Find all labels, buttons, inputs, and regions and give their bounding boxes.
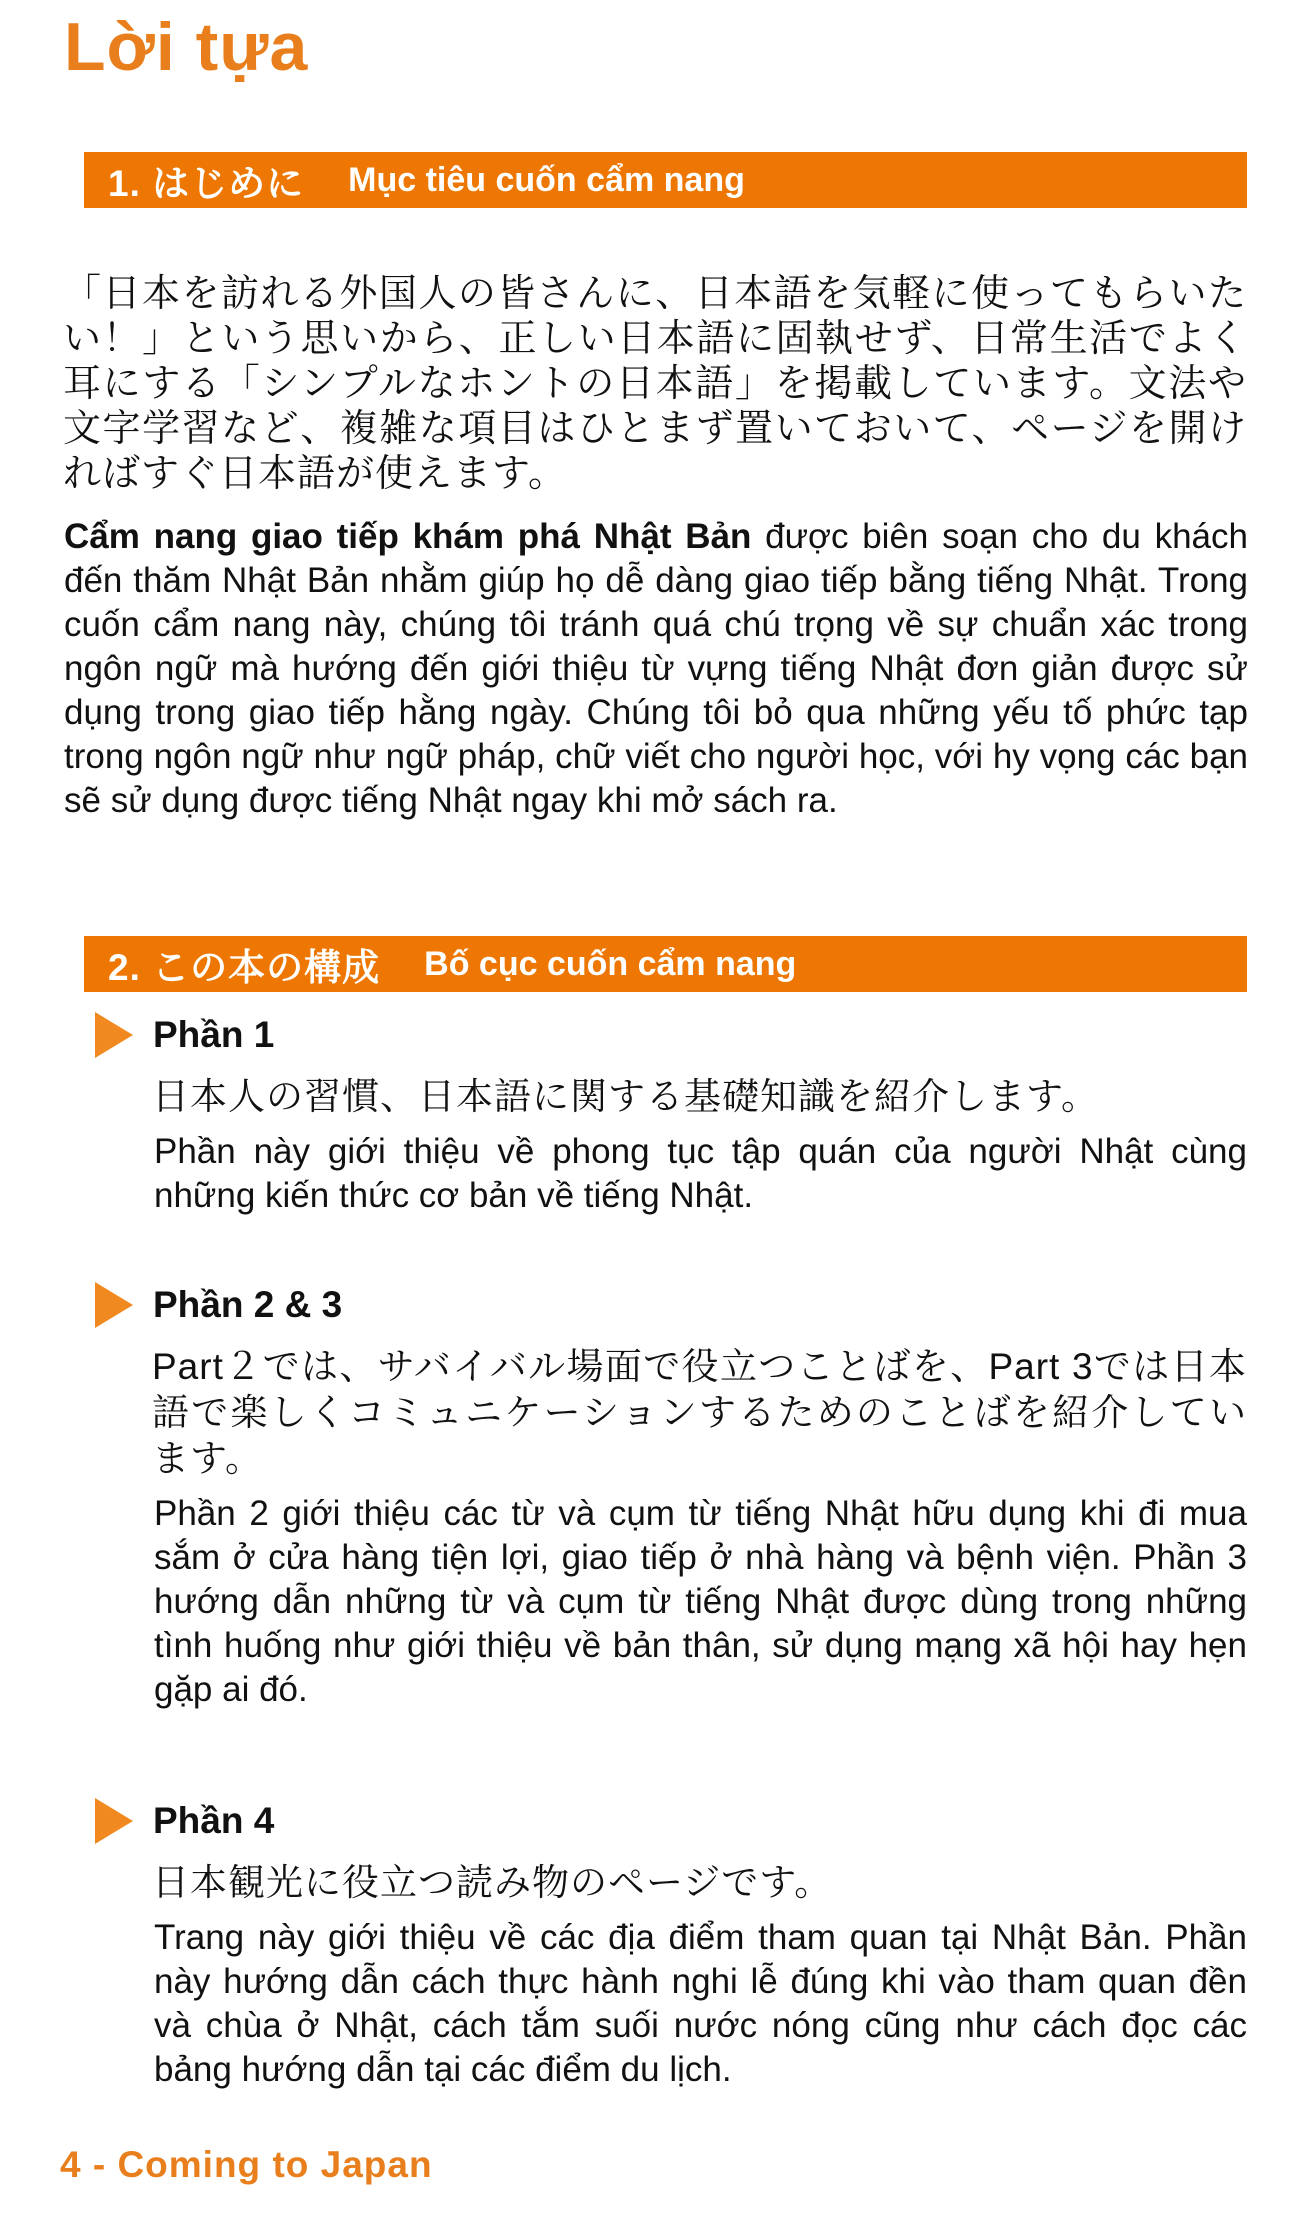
part-1-title: Phần 1: [153, 1014, 275, 1055]
section1-banner-vi-label: Mục tiêu cuốn cẩm nang: [348, 160, 745, 199]
section1-vietnamese-paragraph: [64, 515, 1248, 823]
section1-banner-jp-label: 1. はじめに: [108, 163, 305, 204]
part-2-3-header: [95, 1282, 1247, 1328]
page-footer-chapter-label: 4 - Coming to Japan: [60, 2144, 433, 2185]
part-2-3-japanese-text: Part２では、サバイバル場面で役立つことばを、Part 3では日本語で楽しくコミュニケーションするためのことばを紹介しています。: [152, 1346, 1247, 1479]
part-4-vietnamese-text: Trang này giới thiệu về các địa điểm tham quan tại Nhật Bản. Phần này hướng dẫn cách thực hành nghi lễ đúng khi vào tham quan đền và chùa ở Nhật, cách tắm suối nước nóng cũng như cách đọc các bảng hướng dẫn tại các điểm du lịch.: [154, 1918, 1247, 2089]
triangle-bullet-icon: [95, 1798, 133, 1844]
page-title: Lời tựa: [64, 9, 309, 85]
section2-banner-vi-label: Bố cục cuốn cẩm nang: [424, 944, 797, 983]
triangle-bullet-icon: [95, 1282, 133, 1328]
triangle-bullet-icon: [95, 1012, 133, 1058]
part-4-block: [95, 1798, 1247, 2092]
part-2-3-vietnamese-text: Phần 2 giới thiệu các từ và cụm từ tiếng Nhật hữu dụng khi đi mua sắm ở cửa hàng tiện lợi, giao tiếp ở nhà hàng và bệnh viện. Phần 3 hướng dẫn những từ và cụm từ tiếng Nhật được dùng trong những tình huống như giới thiệu về bản thân, sử dụng mạng xã hội hay hẹn gặp ai đó.: [154, 1494, 1247, 1709]
part-1-japanese-text: 日本人の習慣、日本語に関する基礎知識を紹介します。: [152, 1076, 1100, 1117]
section1-japanese-paragraph: 「日本を訪れる外国人の皆さんに、日本語を気軽に使ってもらいたい！」という思いから、正しい日本語に固執せず、日常生活でよく耳にする「シンプルなホントの日本語」を掲載しています。文法や文字学習など、複雑な項目はひとまず置いておいて、ページを開ければすぐ日本語が使えます。: [63, 273, 1247, 495]
part-4-japanese-text: 日本観光に役立つ読み物のページです。: [152, 1862, 833, 1903]
section2-banner: [84, 936, 1247, 992]
part-4-title: Phần 4: [153, 1800, 275, 1841]
section2-banner-jp-label: 2. この本の構成: [108, 947, 381, 988]
section1-banner: [84, 152, 1247, 208]
part-2-3-title: Phần 2 & 3: [153, 1284, 343, 1325]
part-1-header: [95, 1012, 1247, 1058]
part-2-3-block: [95, 1282, 1247, 1712]
part-4-header: [95, 1798, 1247, 1844]
part-1-block: [95, 1012, 1247, 1218]
part-1-vietnamese-text: Phần này giới thiệu về phong tục tập quán của người Nhật cùng những kiến thức cơ bản về tiếng Nhật.: [154, 1132, 1247, 1215]
section1-vietnamese-body: được biên soạn cho du khách đến thăm Nhật Bản nhằm giúp họ dễ dàng giao tiếp bằng tiếng Nhật. Trong cuốn cẩm nang này, chúng tôi tránh quá chú trọng về sự chuẩn xác trong ngôn ngữ mà hướng đến giới thiệu từ vựng tiếng Nhật đơn giản được sử dụng trong giao tiếp hằng ngày. Chúng tôi bỏ qua những yếu tố phức tạp trong ngôn ngữ như ngữ pháp, chữ viết cho người học, với hy vọng các bạn sẽ sử dụng được tiếng Nhật ngay khi mở sách ra.: [64, 517, 1248, 820]
book-title-bold: Cẩm nang giao tiếp khám phá Nhật Bản: [64, 517, 752, 556]
